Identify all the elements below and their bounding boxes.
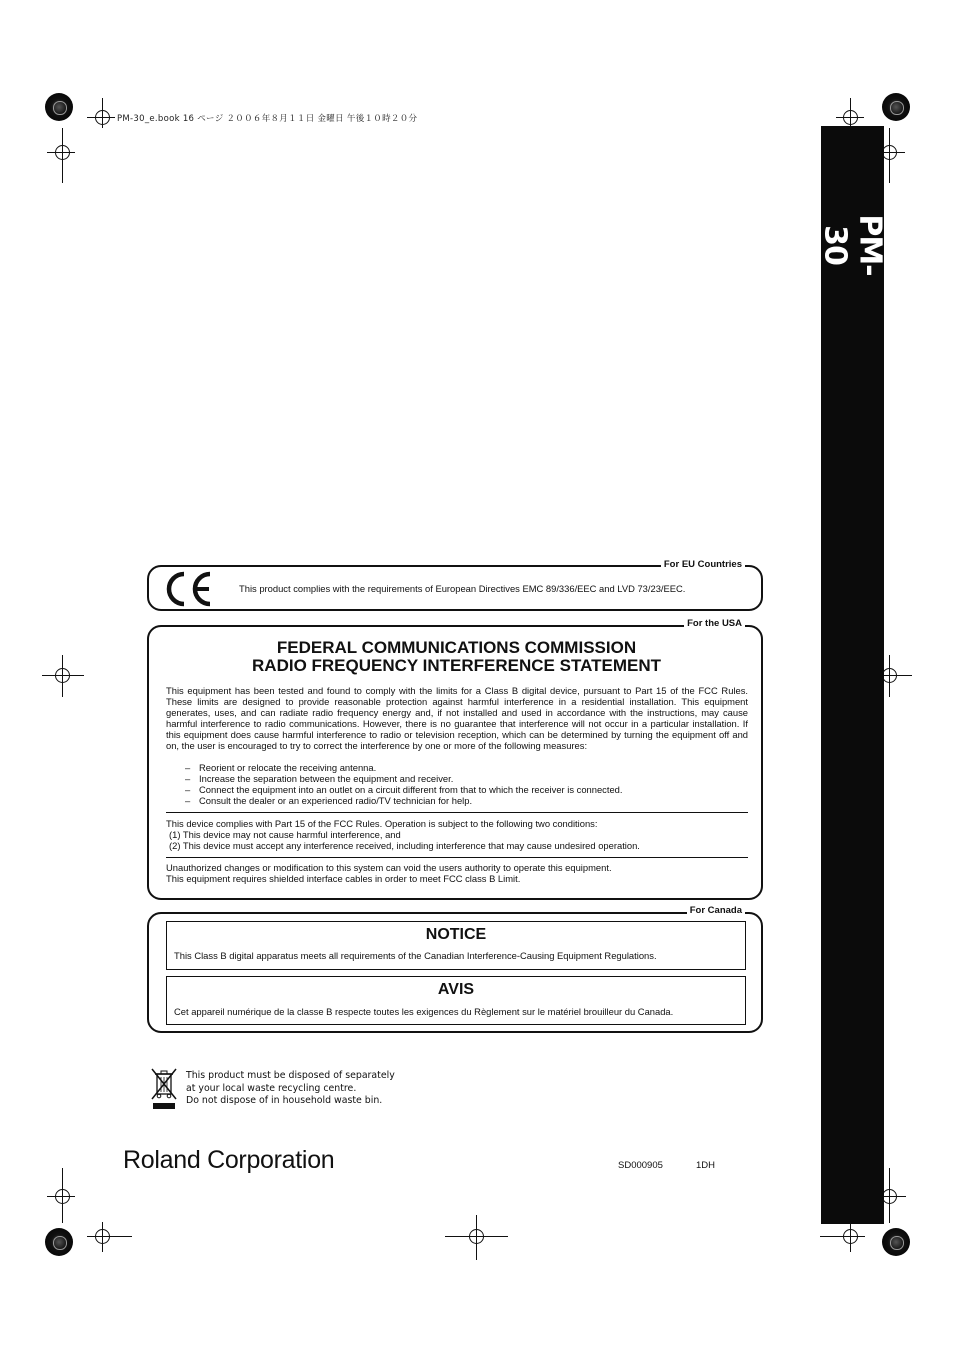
avis-text: Cet appareil numérique de la classe B respecte toutes les exigences du Règlement sur le matériel brouilleur du Canada. bbox=[174, 1006, 674, 1017]
measure-item: – Reorient or relocate the receiving antenna. bbox=[185, 762, 377, 773]
weee-notice bbox=[186, 1070, 395, 1108]
side-tab bbox=[821, 126, 884, 1224]
fcc-title-line1: FEDERAL COMMUNICATIONS COMMISSION bbox=[276, 638, 637, 657]
registration-target-icon bbox=[45, 93, 73, 121]
measure-item: – Increase the separation between the equipment and receiver. bbox=[185, 773, 454, 784]
crosshair-icon bbox=[55, 668, 70, 683]
part15-intro: This device complies with Part 15 of the FCC Rules. Operation is subject to the following two conditions: bbox=[166, 818, 598, 829]
crosshair-icon bbox=[95, 1229, 110, 1244]
crosshair-icon bbox=[469, 1229, 484, 1244]
weee-line: Do not dispose of in household waste bin. bbox=[186, 1095, 383, 1106]
side-tab-title: PM-30 bbox=[817, 214, 888, 276]
print-header-line: PM-30_e.book 16 ページ ２００６年８月１１日 金曜日 午後１０時２０分 bbox=[117, 114, 418, 124]
usa-tag: For the USA bbox=[684, 618, 745, 629]
divider bbox=[166, 857, 748, 858]
crosshair-icon bbox=[55, 145, 70, 160]
crossed-bin-icon bbox=[150, 1068, 178, 1110]
shielded-cables-text: This equipment requires shielded interface cables in order to meet FCC class B Limit. bbox=[166, 873, 521, 884]
revision-code: 1DH bbox=[696, 1160, 716, 1171]
crosshair-icon bbox=[95, 110, 110, 125]
roland-logo: Roland Corporation bbox=[123, 1146, 335, 1174]
crosshair-icon bbox=[882, 145, 897, 160]
crosshair-icon bbox=[882, 1189, 897, 1204]
registration-target-icon bbox=[882, 1228, 910, 1256]
crosshair-icon bbox=[882, 668, 897, 683]
measure-item: – Consult the dealer or an experienced radio/TV technician for help. bbox=[185, 795, 473, 806]
document-code: SD000905 bbox=[618, 1160, 663, 1171]
part15-condition-2: (2) This device must accept any interference received, including interference that may cause undesired operation. bbox=[169, 840, 640, 851]
notice-panel bbox=[166, 921, 746, 970]
unauthorized-changes-text: Unauthorized changes or modification to this system can void the users authority to operate this equipment. bbox=[166, 862, 612, 873]
registration-target-icon bbox=[882, 93, 910, 121]
crosshair-icon bbox=[55, 1189, 70, 1204]
fcc-title-line2: RADIO FREQUENCY INTERFERENCE STATEMENT bbox=[252, 656, 661, 675]
notice-text: This Class B digital apparatus meets all requirements of the Canadian Interference-Causing Equipment Regulations. bbox=[174, 950, 657, 961]
measure-item: – Connect the equipment into an outlet on a circuit different from that to which the receiver is connected. bbox=[185, 784, 623, 795]
part15-condition-1: (1) This device may not cause harmful interference, and bbox=[169, 829, 401, 840]
crosshair-icon bbox=[843, 1229, 858, 1244]
ce-mark-icon bbox=[163, 569, 215, 609]
canada-tag: For Canada bbox=[687, 905, 745, 916]
fcc-intro-paragraph: This equipment has been tested and found to comply with the limits for a Class B digital device, pursuant to Part 15 of the FCC Rules. These limits are designed to provide reasonable protection against harmful interference in a residential installation. This equipment generates, uses, and can radiate radio frequency energy and, if not installed and used in accordance with the instructions, may cause harmful interference to radio communications. However, there is no guarantee that interference will not occur in a particular installation. If this equipment does cause harmful interference to radio or television reception, which can be determined by turning the equipment off and on, the user is encouraged to try to correct the interference by one or more of the following measures: bbox=[166, 685, 748, 751]
weee-line: at your local waste recycling centre. bbox=[186, 1082, 357, 1094]
crosshair-icon bbox=[843, 110, 858, 125]
eu-compliance-text: This product complies with the requirements of European Directives EMC 89/336/EEC and LVD 73/23/EEC. bbox=[239, 583, 686, 594]
weee-line: This product must be disposed of separately bbox=[186, 1070, 395, 1081]
avis-title: AVIS bbox=[437, 981, 475, 998]
notice-title: NOTICE bbox=[425, 926, 487, 943]
divider bbox=[166, 812, 748, 813]
registration-target-icon bbox=[45, 1228, 73, 1256]
eu-tag: For EU Countries bbox=[661, 559, 745, 570]
avis-panel bbox=[166, 976, 746, 1025]
